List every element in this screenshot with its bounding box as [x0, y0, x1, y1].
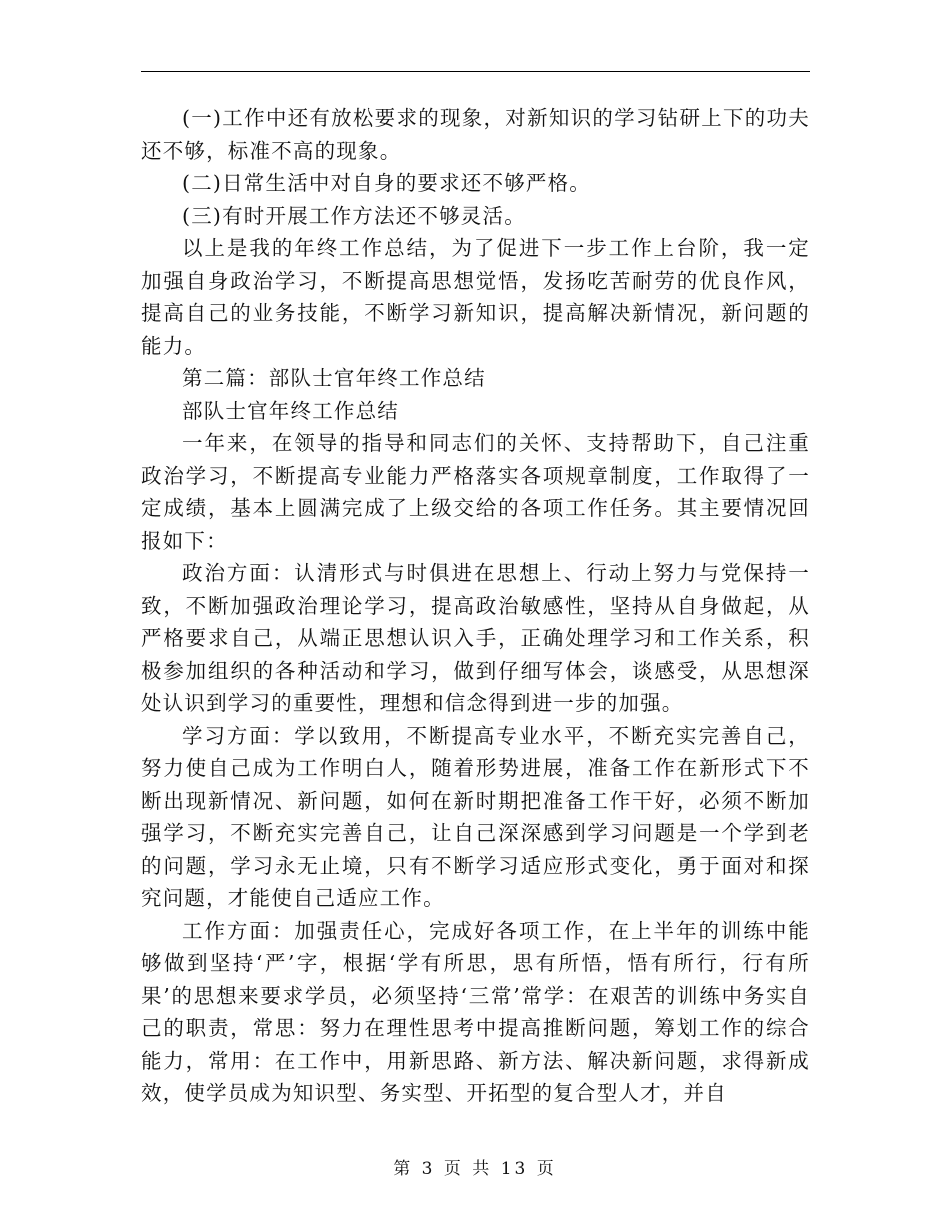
paragraph: (一)工作中还有放松要求的现象，对新知识的学习钻研上下的功夫还不够，标准不高的现象。	[141, 106, 810, 163]
section-title: 部队士官年终工作总结	[182, 398, 399, 423]
paragraph: (三)有时开展工作方法还不够灵活。	[182, 203, 526, 228]
paragraph: 工作方面：加强责任心，完成好各项工作，在上半年的训练中能够做到坚持‘严’字，根据‘学有所思，思有所悟，悟有所行，行有所果’的思想来要求学员，必须坚持‘三常’常学：在艰苦的训练中务实自己的职责，常思：努力在理性思考中提高推断问题，筹划工作的综合能力，常用：在工作中，用新思路、新方法、解决新问题，求得新成效，使学员成为知识型、务实型、开拓型的复合型人才，并自	[141, 918, 810, 1105]
page-number: 第 3 页 共 13 页	[393, 1159, 557, 1179]
paragraph: 学习方面：学以致用，不断提高专业水平，不断充实完善自己，努力使自己成为工作明白人，随着形势进展，准备工作在新形式下不断出现新情况、新问题，如何在新时期把准备工作干好，必须不断加强学习，不断充实完善自己，让自己深深感到学习问题是一个学到老的问题，学习永无止境，只有不断学习适应形式变化，勇于面对和探究问题，才能使自己适应工作。	[141, 723, 810, 910]
document-body	[141, 102, 810, 1110]
paragraph: 以上是我的年终工作总结，为了促进下一步工作上台阶，我一定加强自身政治学习，不断提高思想觉悟，发扬吃苦耐劳的优良作风，提高自己的业务技能，不断学习新知识，提高解决新情况，新问题的能力。	[141, 236, 810, 358]
section-heading: 第二篇：部队士官年终工作总结	[182, 366, 486, 390]
paragraph: (二)日常生活中对自身的要求还不够严格。	[182, 171, 591, 195]
header-rule	[141, 71, 810, 72]
paragraph: 政治方面：认清形式与时俱进在思想上、行动上努力与党保持一致，不断加强政治理论学习，提高政治敏感性，坚持从自身做起，从严格要求自己，从端正思想认识入手，正确处理学习和工作关系，积极参加组织的各种活动和学习，做到仔细写体会，谈感受，从思想深处认识到学习的重要性，理想和信念得到进一步的加强。	[141, 561, 810, 715]
paragraph: 一年来，在领导的指导和同志们的关怀、支持帮助下，自己注重政治学习，不断提高专业能力严格落实各项规章制度，工作取得了一定成绩，基本上圆满完成了上级交给的各项工作任务。其主要情况回报如下：	[141, 431, 810, 553]
